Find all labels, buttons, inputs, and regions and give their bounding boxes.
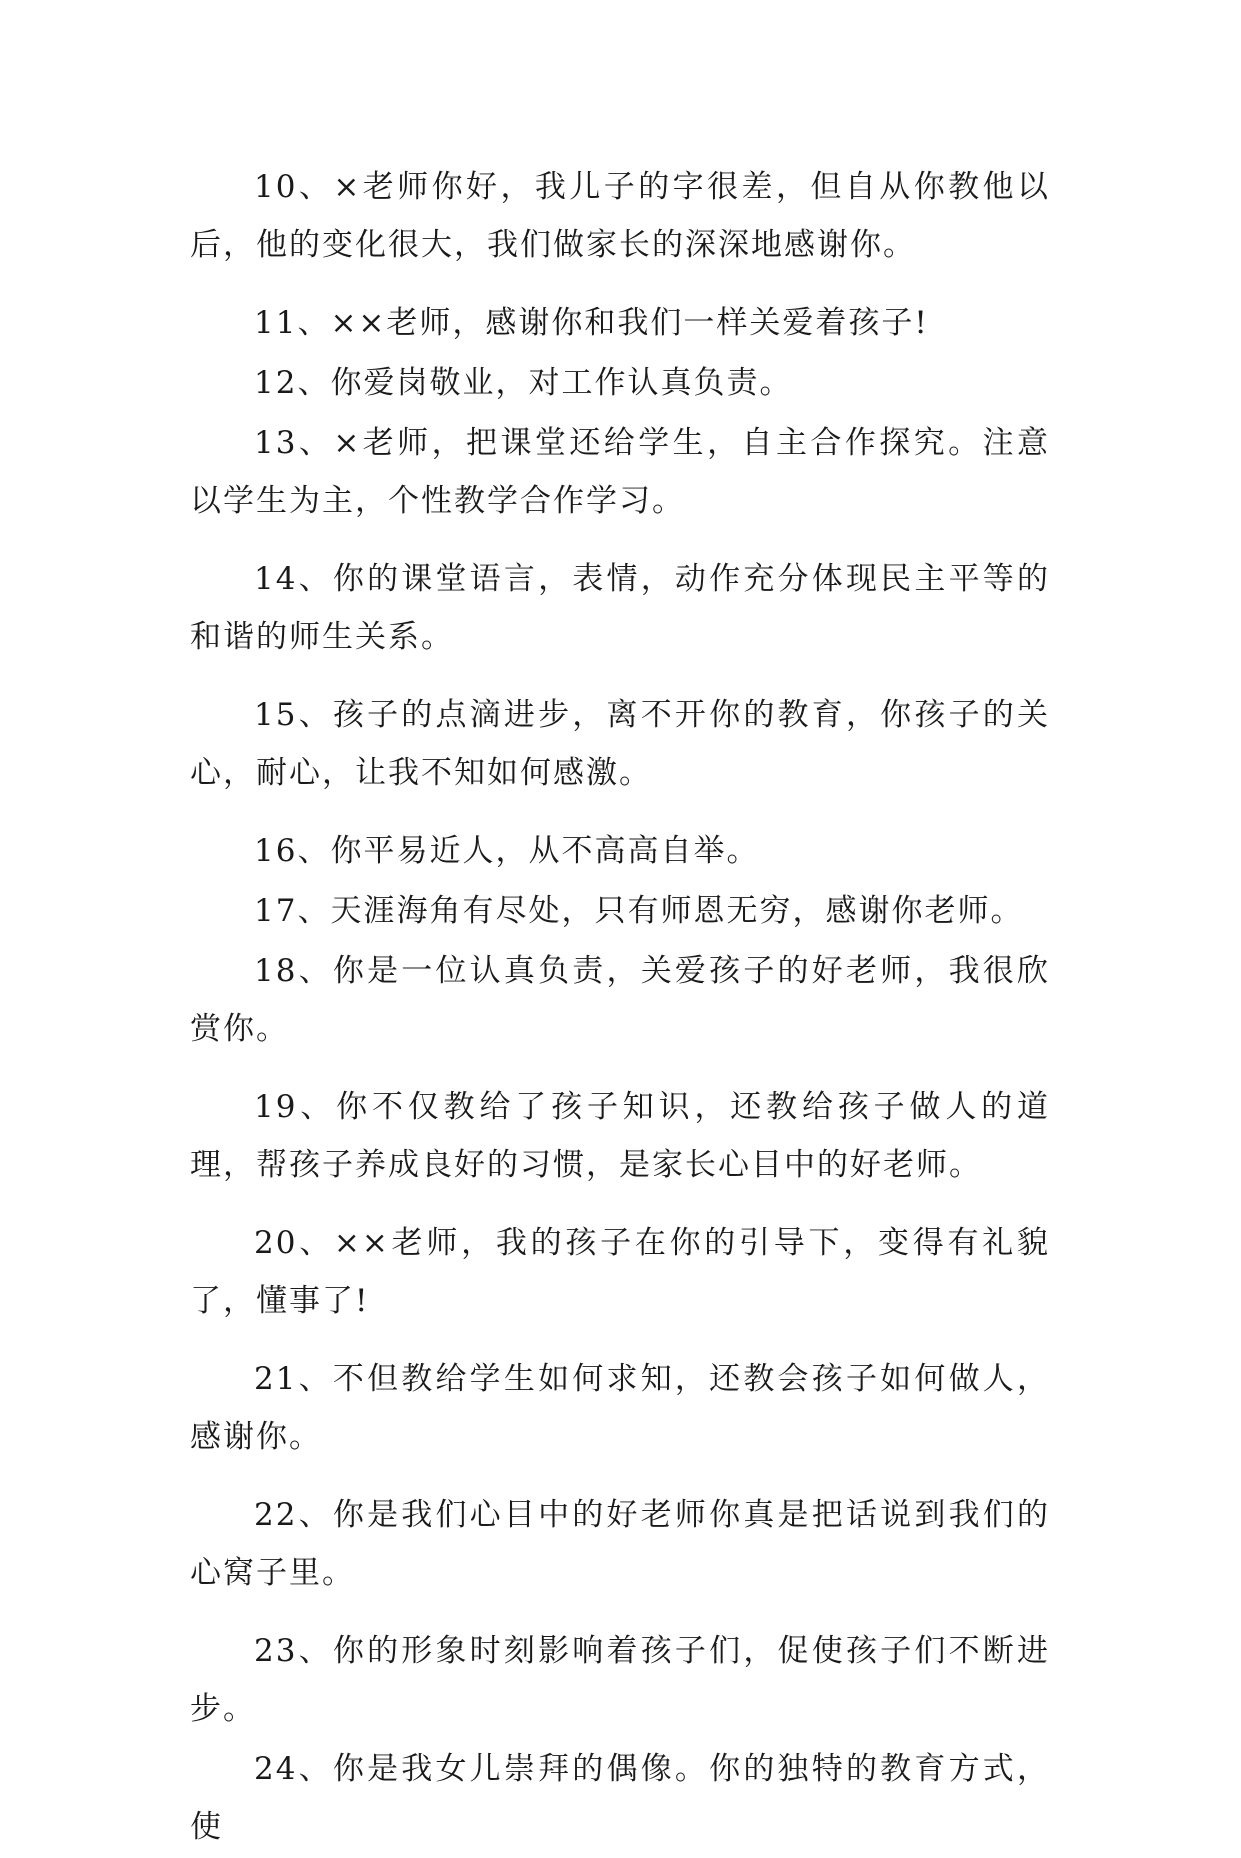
paragraph-21: 21、不但教给学生如何求知，还教会孩子如何做人，感谢你。 (190, 1361, 1050, 1455)
paragraph-16: 16、你平易近人，从不高高自举。 (254, 833, 760, 869)
paragraph-17: 17、天涯海角有尽处，只有师恩无穷，感谢你老师。 (254, 893, 1024, 929)
paragraph-20: 20、××老师，我的孩子在你的引导下，变得有礼貌了，懂事了! (190, 1225, 1050, 1319)
paragraph-19: 19、你不仅教给了孩子知识，还教给孩子做人的道理，帮孩子养成良好的习惯，是家长心目中的好老师。 (190, 1089, 1050, 1183)
paragraph-12: 12、你爱岗敬业，对工作认真负责。 (254, 365, 793, 401)
document-body (190, 158, 1050, 1858)
paragraph-15: 15、孩子的点滴进步，离不开你的教育，你孩子的关心，耐心，让我不知如何感激。 (190, 697, 1050, 791)
paragraph-13: 13、×老师，把课堂还给学生，自主合作探究。注意以学生为主，个性教学合作学习。 (190, 425, 1050, 519)
paragraph-18: 18、你是一位认真负责，关爱孩子的好老师，我很欣赏你。 (190, 953, 1050, 1047)
paragraph-24: 24、你是我女儿崇拜的偶像。你的独特的教育方式，使 (190, 1751, 1050, 1845)
paragraph-22: 22、你是我们心目中的好老师你真是把话说到我们的心窝子里。 (190, 1497, 1050, 1591)
paragraph-11: 11、××老师，感谢你和我们一样关爱着孩子! (254, 305, 929, 341)
paragraph-23: 23、你的形象时刻影响着孩子们，促使孩子们不断进步。 (190, 1633, 1050, 1727)
paragraph-10: 10、×老师你好，我儿子的字很差，但自从你教他以后，他的变化很大，我们做家长的深深地感谢你。 (190, 169, 1050, 263)
paragraph-14: 14、你的课堂语言，表情，动作充分体现民主平等的和谐的师生关系。 (190, 561, 1050, 655)
